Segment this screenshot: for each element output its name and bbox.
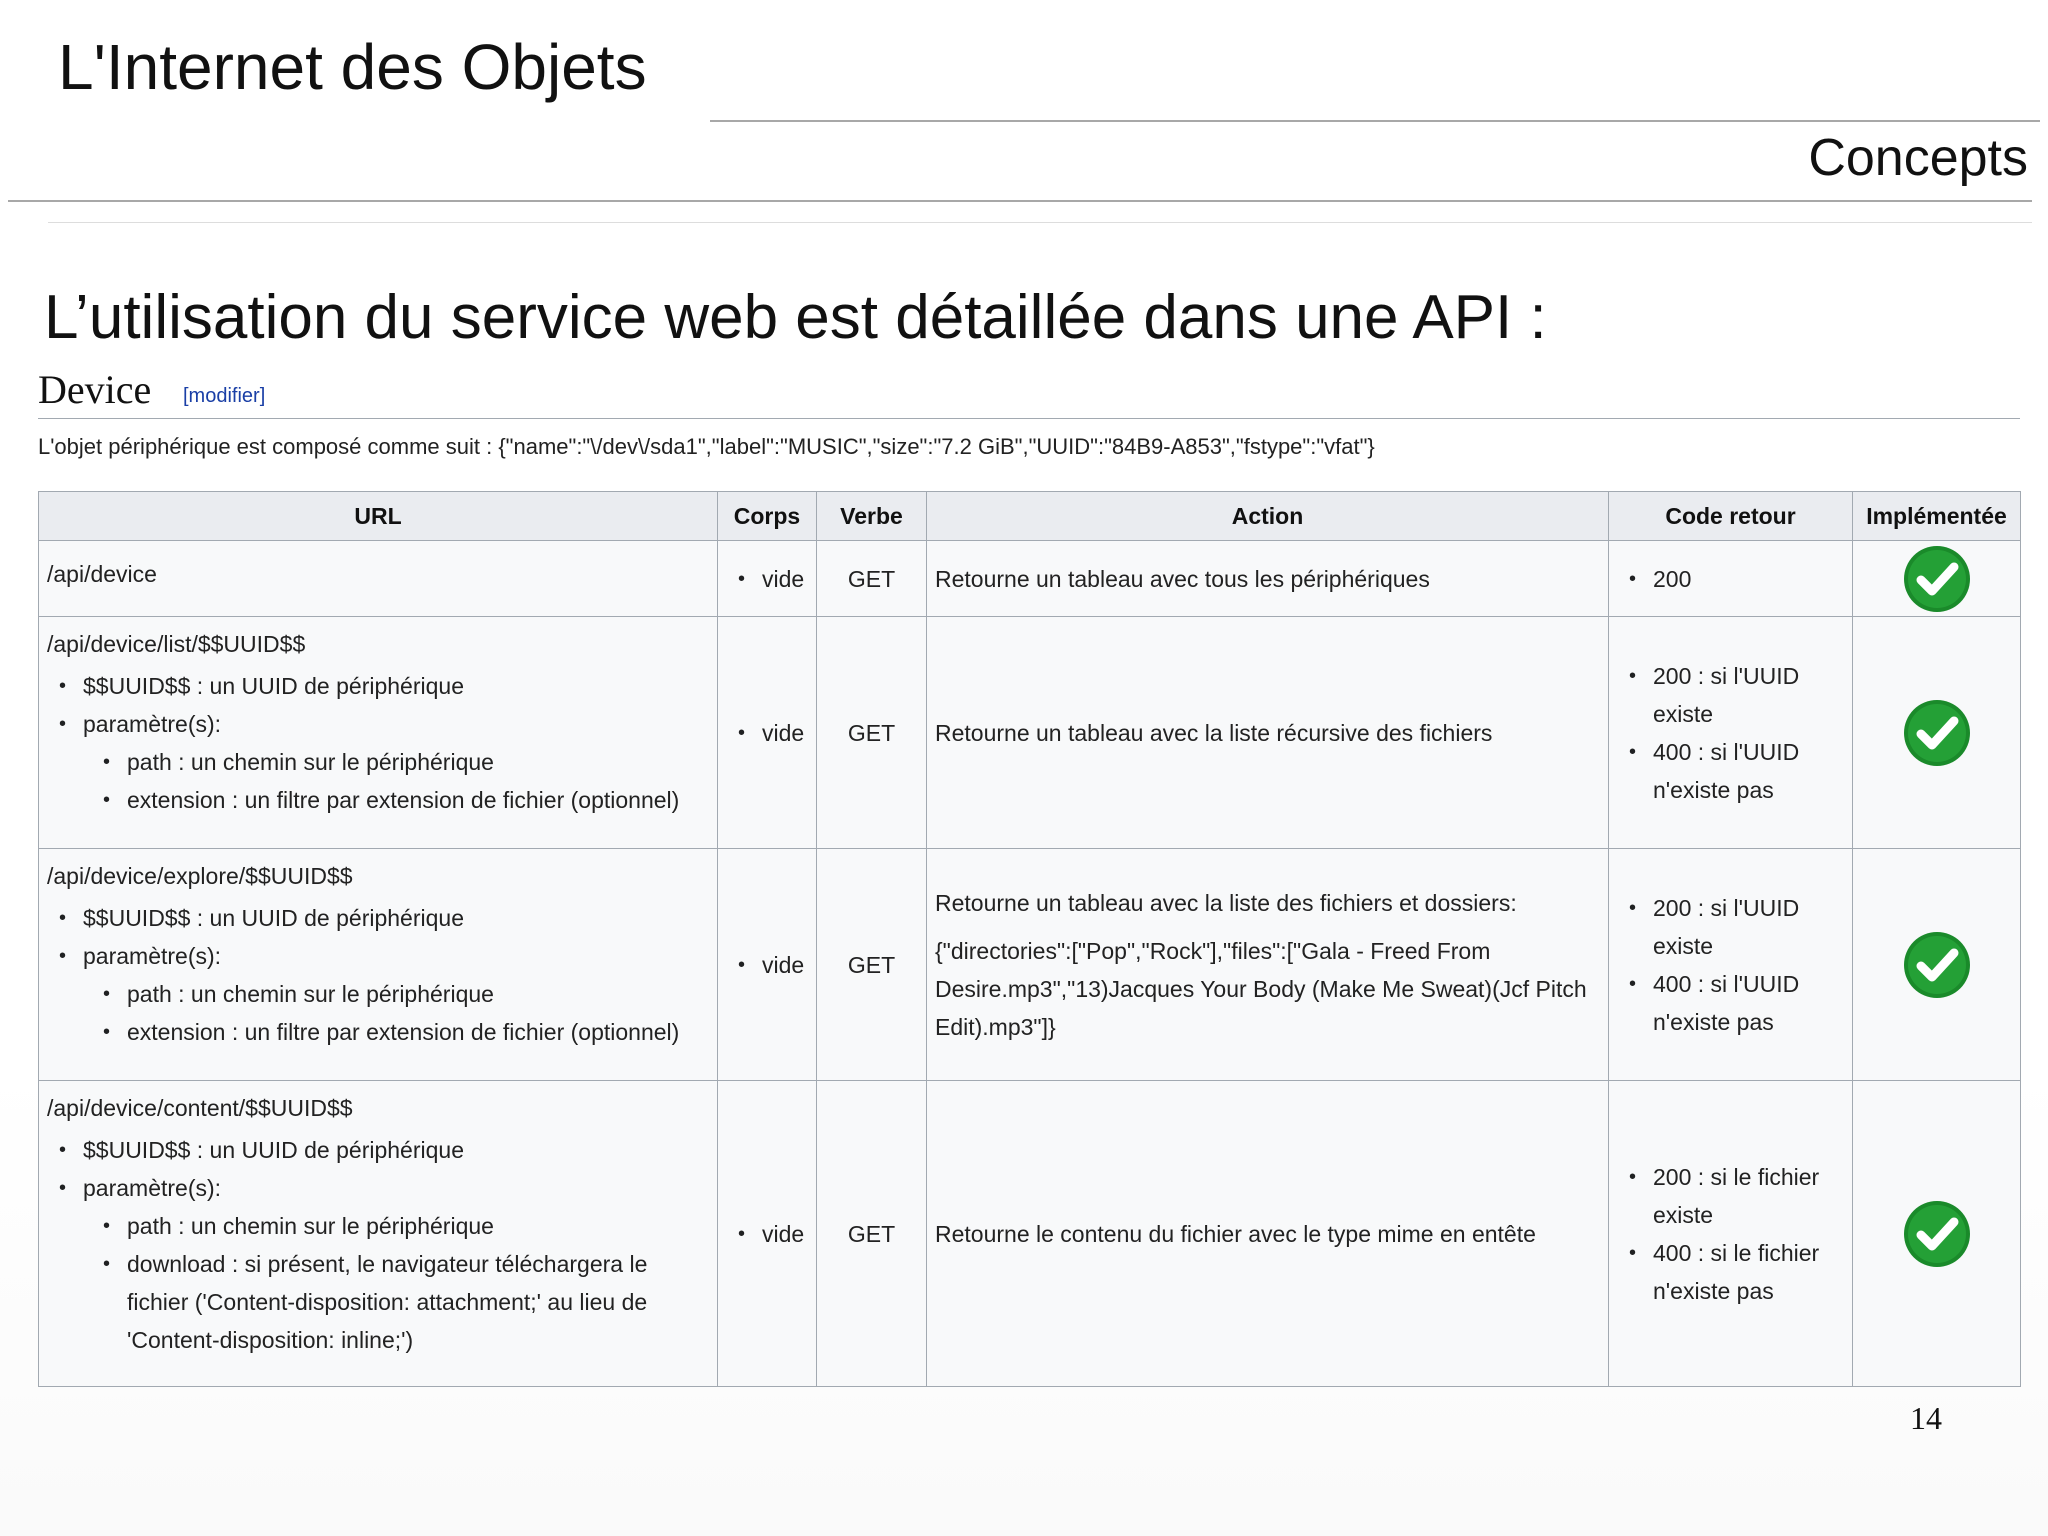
corps-value: • vide <box>754 714 808 752</box>
implemented-cell <box>1853 849 2021 1081</box>
header-divider-faint <box>48 222 2032 223</box>
column-header: Action <box>927 492 1609 541</box>
url-subparam: • path : un chemin sur le périphérique <box>119 743 709 781</box>
code-item: • 400 : si l'UUID n'existe pas <box>1645 733 1844 809</box>
code-cell <box>1609 541 1853 617</box>
verbe-cell: GET <box>817 541 927 617</box>
verbe-cell: GET <box>817 1081 927 1387</box>
table-row <box>39 541 2021 617</box>
url-subparam: • download : si présent, le navigateur téléchargera le fichier ('Content-disposition: attachment;' au lieu de 'Content-disposition: inline;') <box>119 1245 709 1359</box>
code-item: • 200 : si l'UUID existe <box>1645 889 1844 965</box>
url-param: • $$UUID$$ : un UUID de périphérique <box>75 667 709 705</box>
corps-cell <box>718 617 817 849</box>
column-header: Verbe <box>817 492 927 541</box>
implemented-cell <box>1853 1081 2021 1387</box>
action-cell: Retourne un tableau avec la liste récursive des fichiers <box>927 617 1609 849</box>
implemented-cell <box>1853 541 2021 617</box>
action-cell: Retourne le contenu du fichier avec le type mime en entête <box>927 1081 1609 1387</box>
url-param: • paramètre(s): • path : un chemin sur le périphérique • extension : un filtre par extension de fichier (optionnel) <box>75 705 709 819</box>
table-row <box>39 1081 2021 1387</box>
corps-value: • vide <box>754 1215 808 1253</box>
code-cell <box>1609 849 1853 1081</box>
implemented-cell <box>1853 617 2021 849</box>
url-cell <box>39 541 718 617</box>
code-cell <box>1609 617 1853 849</box>
edit-link[interactable]: [modifier] <box>183 385 266 407</box>
corps-cell <box>718 849 817 1081</box>
code-item: • 400 : si le fichier n'existe pas <box>1645 1234 1844 1310</box>
column-header: Implémentée <box>1853 492 2021 541</box>
verbe-cell: GET <box>817 617 927 849</box>
url-param: • $$UUID$$ : un UUID de périphérique <box>75 1131 709 1169</box>
action-cell <box>927 849 1609 1081</box>
url-subparam: • extension : un filtre par extension de fichier (optionnel) <box>119 1013 709 1051</box>
table-row <box>39 617 2021 849</box>
column-header: Code retour <box>1609 492 1853 541</box>
corps-value: • vide <box>754 946 808 984</box>
corps-cell <box>718 1081 817 1387</box>
page-number: 14 <box>1910 1400 1942 1436</box>
url-cell <box>39 849 718 1081</box>
table-row <box>39 849 2021 1081</box>
corps-value: • vide <box>754 560 808 598</box>
api-table <box>38 491 2021 1387</box>
url-path: /api/device <box>47 561 157 587</box>
url-param: • $$UUID$$ : un UUID de périphérique <box>75 899 709 937</box>
corps-cell <box>718 541 817 617</box>
checkmark-circle-icon <box>1903 699 1971 767</box>
device-section-title: Device <box>38 367 152 412</box>
column-header: Corps <box>718 492 817 541</box>
url-param: • paramètre(s): • path : un chemin sur le périphérique • extension : un filtre par extension de fichier (optionnel) <box>75 937 709 1051</box>
url-path: /api/device/content/$$UUID$$ <box>47 1095 353 1121</box>
url-subparam: • extension : un filtre par extension de fichier (optionnel) <box>119 781 709 819</box>
url-cell <box>39 617 718 849</box>
device-title-rule <box>38 418 2020 419</box>
checkmark-circle-icon <box>1903 1200 1971 1268</box>
url-param: • paramètre(s): • path : un chemin sur le périphérique • download : si présent, le navigateur téléchargera le fichier ('Content-disposition: attachment;' au lieu de 'Content-disposition: inline;') <box>75 1169 709 1359</box>
url-subparam: • path : un chemin sur le périphérique <box>119 975 709 1013</box>
action-example: {"directories":["Pop","Rock"],"files":["Gala - Freed From Desire.mp3","13)Jacques Your Body (Make Me Sweat)(Jcf Pitch Edit).mp3"]} <box>935 937 1587 1040</box>
table-header-row <box>39 492 2021 541</box>
url-path: /api/device/list/$$UUID$$ <box>47 631 306 657</box>
code-item: • 200 : si le fichier existe <box>1645 1158 1844 1234</box>
device-description: L'objet périphérique est composé comme suit : {"name":"\/dev\/sda1","label":"MUSIC","size":"7.2 GiB","UUID":"84B9-A853","fstype":"vfat"} <box>38 434 1375 459</box>
code-item: • 200 : si l'UUID existe <box>1645 657 1844 733</box>
url-path: /api/device/explore/$$UUID$$ <box>47 863 353 889</box>
action-cell: Retourne un tableau avec tous les périphériques <box>927 541 1609 617</box>
checkmark-circle-icon <box>1903 545 1971 613</box>
code-item: • 200 <box>1645 560 1844 598</box>
url-subparam: • path : un chemin sur le périphérique <box>119 1207 709 1245</box>
action-text: Retourne un tableau avec la liste des fichiers et dossiers: <box>935 889 1517 916</box>
url-cell <box>39 1081 718 1387</box>
slide-title: L'Internet des Objets <box>58 31 647 103</box>
section-label: Concepts <box>1808 129 2028 187</box>
header-divider <box>8 200 2032 202</box>
checkmark-circle-icon <box>1903 931 1971 999</box>
slide-heading: L’utilisation du service web est détaillée dans une API : <box>44 283 1547 352</box>
column-header: URL <box>39 492 718 541</box>
code-item: • 400 : si l'UUID n'existe pas <box>1645 965 1844 1041</box>
verbe-cell: GET <box>817 849 927 1081</box>
title-divider <box>710 120 2040 122</box>
code-cell <box>1609 1081 1853 1387</box>
